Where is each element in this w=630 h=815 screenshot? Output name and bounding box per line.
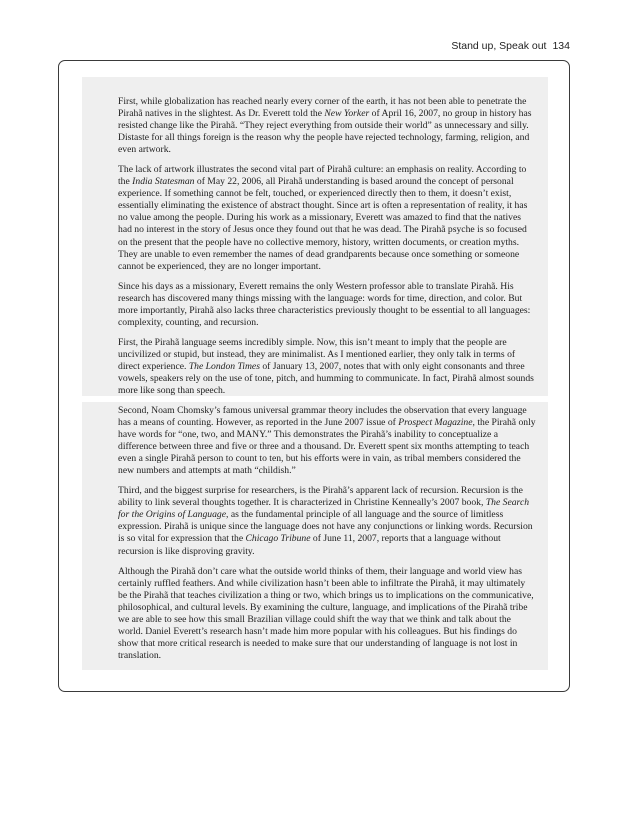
text-run: of April 16, 2007, no group in history has resisted change like the Pirahã. “They reject everything from outside their world” as unnecessary and silly. Distaste for all things foreign is the reason why the people have rejected technology, farming, religion, and even artwork. (118, 108, 532, 156)
text-run: of January 13, 2007, notes that with only eight consonants and three vowels, speakers rely on the use of tone, pitch, and humming to communicate. In fact, Pirahã almost sounds more like song than speech. (118, 360, 534, 397)
text-run: Since his days as a missionary, Everett remains the only Western professor able to translate Pirahã. His research has discovered many things missing with the language: words for time, direction, and color. But more importantly, Pirahã also lacks three characteristics previously thought to be essential to all languages: complexity, counting, and recursion. (118, 280, 531, 328)
text-run: , the Pirahã only have words for “one, two, and MANY.” This demonstrates the Pirahã’s inability to conceptualize a difference between three and five or three and a thousand. Dr. Everett spent six months attempting to teach even a single Pirahã person to count to ten, but his efforts were in vain, as tribal members considered the new numbers and attempts at math “childish.” (118, 417, 536, 477)
page-header (451, 40, 570, 52)
text-run: , as the fundamental principle of all language and the source of limitless expression. Pirahã is unique since the language does not have any conjunctions or linking words. Recursion is so vital for expression that the (118, 509, 533, 545)
publication-title: India Statesman (132, 176, 195, 188)
paragraph (118, 337, 536, 397)
text-panel-1 (82, 77, 548, 396)
paragraph (118, 485, 536, 557)
text-run: First, while globalization has reached nearly every corner of the earth, it has not been able to penetrate the Pirahã natives in the slightest. As Dr. Everett told the (118, 96, 527, 120)
text-run: Third, and the biggest surprise for researchers, is the Pirahã’s apparent lack of recursion. Recursion is the ability to link several thoughts together. It is characterized in Christine Kenneally’s 2007 book, (118, 485, 523, 509)
page-number: 134 (552, 40, 570, 52)
publication-title: The Search for the Origins of Language (118, 497, 530, 521)
running-title: Stand up, Speak out (451, 40, 547, 52)
text-run: Second, Noam Chomsky’s famous universal grammar theory includes the observation that every language has a means of counting. However, as reported in the June 2007 issue of (118, 405, 527, 429)
paragraph (118, 281, 536, 329)
content-frame (58, 60, 570, 692)
publication-title: Prospect Magazine (398, 417, 473, 429)
publication-title: Chicago Tribune (245, 533, 311, 545)
paragraph (118, 96, 536, 156)
text-run: of June 11, 2007, reports that a language without recursion is like disproving gravity. (118, 533, 501, 557)
text-run: of May 22, 2006, all Pirahã understanding is based around the concept of personal experience. If something cannot be felt, touched, or experienced directly then to them, it doesn’t exist, essentially eliminating the existence of abstract thought. Since art is often a representation of reality, it has no value among the people. During his work as a missionary, Everett was amazed to find that the natives had no interest in the story of Jesus once they found out that he was dead. The Pirahã psyche is so focused on the present that the people have no collective memory, history, written documents, or creation myths. They are unable to even remember the names of dead grandparents because once something or someone cannot be experienced, they are no longer important. (118, 176, 528, 272)
text-run: The lack of artwork illustrates the second vital part of Pirahã culture: an emphasis on reality. According to the (118, 164, 527, 188)
paragraph (118, 566, 536, 662)
text-run: Although the Pirahã don’t care what the outside world thinks of them, their language and world view has certainly ruffled feathers. And while civilization hasn’t been able to infiltrate the Pirahã, it may ultimately be the Pirahã that teaches civilization a thing or two, which brings us to implications on the communicative, philosophical, and cultural levels. By examining the culture, language, and implications of the Pirahã tribe we are able to see how this small Brazilian village could shift the way that we think and talk about the world. Daniel Everett’s research hasn’t made him more popular with his colleagues. But his findings do show that more critical research is needed to make sure that our understanding of language is not lost in translation. (118, 565, 534, 661)
text-run: First, the Pirahã language seems incredibly simple. Now, this isn’t meant to imply that the people are uncivilized or stupid, but instead, they are minimalist. As I mentioned earlier, they only talk in terms of direct experience. (118, 336, 516, 372)
publication-title: The London Times (188, 360, 260, 372)
publication-title: New Yorker (324, 108, 370, 120)
text-panel-2 (82, 402, 548, 670)
paragraph (118, 405, 536, 477)
paragraph (118, 164, 536, 272)
